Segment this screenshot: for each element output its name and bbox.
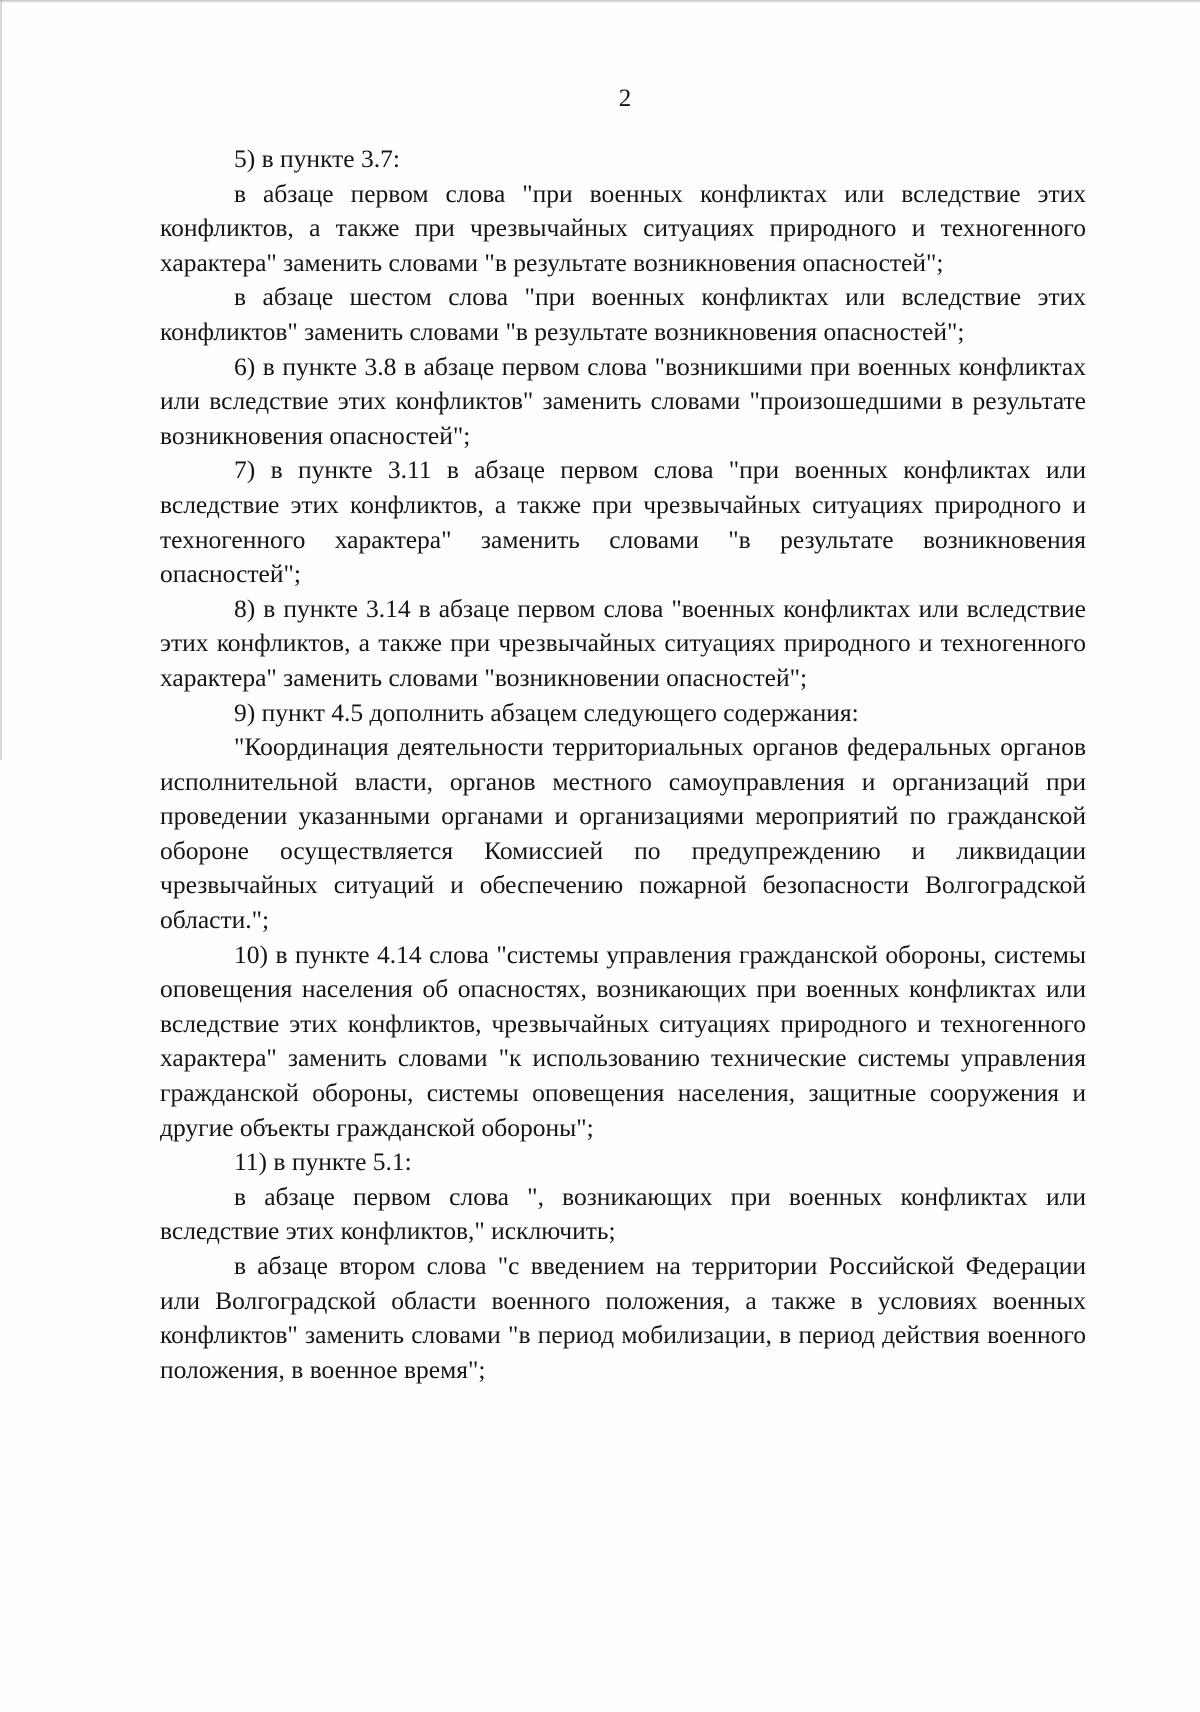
paragraph-item-8: 8) в пункте 3.14 в абзаце первом слова "военных конфликтах или вследствие этих конфликтов, а также при чрезвычайных ситуациях природного и техногенного характера" заменить словами "возникновении опасностей"; [160, 593, 1086, 692]
paragraph-item-11-abzac-2: в абзаце втором слова "с введением на территории Российской Федерации или Волгоградской области военного положения, а также в условиях военных конфликтов" заменить словами "в период мобилизации, в период действия военного положения, в военное время"; [160, 1251, 1086, 1384]
scan-edge-left [0, 0, 2, 760]
paragraph-item-5-abzac-1: в абзаце первом слова "при военных конфликтах или вследствие этих конфликтов, а также при чрезвычайных ситуациях природного и техногенного характера" заменить словами "в результате возникновения опасностей"; [160, 178, 1086, 277]
paragraph-item-11: 11) в пункте 5.1: [234, 1147, 412, 1177]
paragraph-item-9: 9) пункт 4.5 дополнить абзацем следующего содержания: [234, 697, 859, 727]
paragraph-item-5: 5) в пункте 3.7: [234, 144, 400, 173]
paragraph-item-9-quote: "Координация деятельности территориальных органов федеральных органов исполнительной власти, органов местного самоуправления и организаций при проведении указанными органами и организациями мероприятий по гражданской обороне осуществляется Комиссией по предупреждению и ликвидации чрезвычайных ситуаций и обеспечению пожарной безопасности Волгоградской области."; [160, 732, 1086, 935]
paragraph-item-6: 6) в пункте 3.8 в абзаце первом слова "возникшими при военных конфликтах или вследствие этих конфликтов" заменить словами "произошедшими в результате возникновения опасностей"; [160, 351, 1086, 450]
paragraph-item-10: 10) в пункте 4.14 слова "системы управления гражданской обороны, системы оповещения населения об опасностях, возникающих при военных конфликтах или вследствие этих конфликтов, чрезвычайных ситуациях природного и техногенного характера" заменить словами "к использованию технические системы управления гражданской обороны, системы оповещения населения, защитные сооружения и другие объекты гражданской обороны"; [160, 939, 1086, 1142]
document-body [160, 142, 1086, 1387]
paragraph-item-7: 7) в пункте 3.11 в абзаце первом слова "при военных конфликтах или вследствие этих конфликтов, а также при чрезвычайных ситуациях природного и техногенного характера" заменить словами "в результате возникновения опасностей"; [160, 455, 1086, 589]
paragraph-item-5-abzac-6: в абзаце шестом слова "при военных конфликтах или вследствие этих конфликтов" заменить словами "в результате возникновения опасностей"; [160, 282, 1086, 346]
scan-edge-top [0, 0, 1200, 3]
page-number: 2 [618, 85, 632, 112]
paragraph-item-11-abzac-1: в абзаце первом слова ", возникающих при военных конфликтах или вследствие этих конфликтов," исключить; [160, 1181, 1086, 1246]
